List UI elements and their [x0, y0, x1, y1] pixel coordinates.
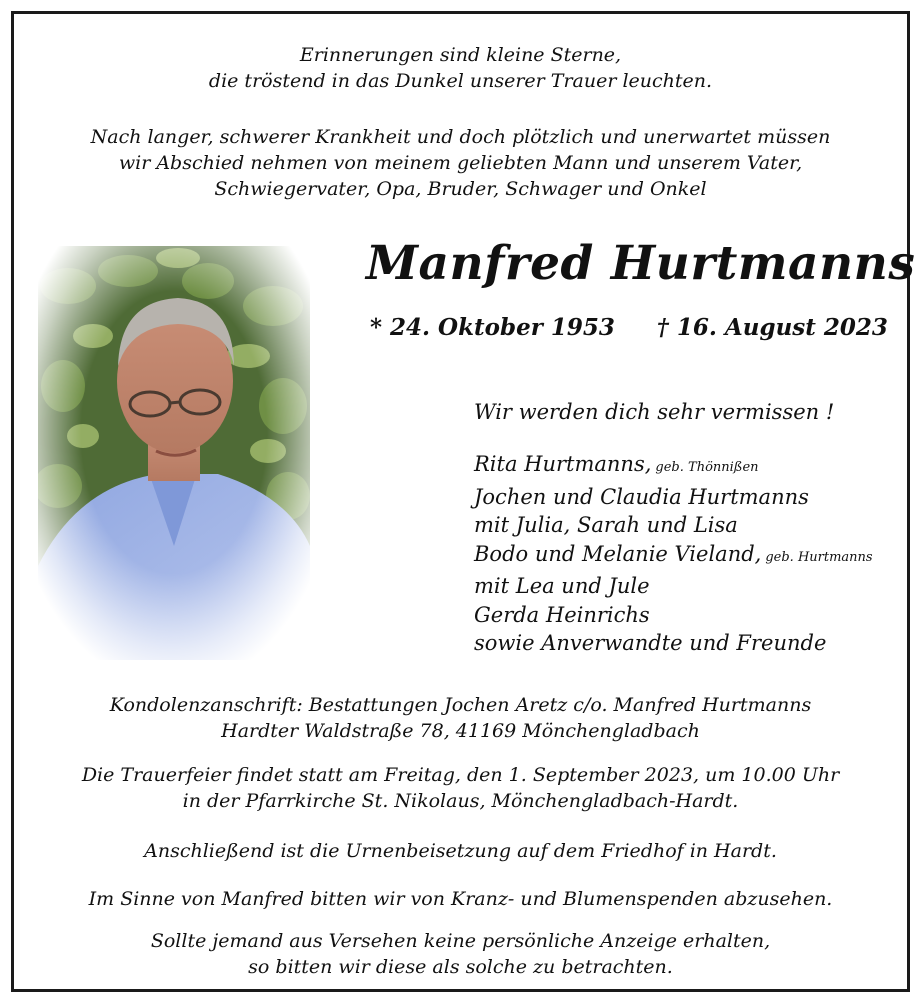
mourner-name: mit Lea und Jule — [474, 574, 650, 598]
wreath-line: Im Sinne von Manfred bitten wir von Kranz- und Blumenspenden abzusehen. — [88, 888, 833, 910]
intro-line: Schwiegervater, Opa, Bruder, Schwager und Onkel — [214, 178, 707, 200]
intro-line: Nach langer, schwerer Krankheit und doch plötzlich und unerwartet müssen — [90, 126, 831, 148]
mourner-name: Rita Hurtmanns, — [474, 452, 652, 476]
intro-text — [14, 124, 907, 202]
mourner-row — [474, 629, 873, 658]
mourner-note: geb. Thönnißen — [655, 460, 759, 475]
mourners-list — [474, 450, 873, 658]
notice-line: Sollte jemand aus Versehen keine persönliche Anzeige erhalten, — [150, 930, 771, 952]
life-dates — [370, 314, 888, 341]
portrait-photo-icon — [38, 246, 310, 660]
urn-burial-info — [14, 838, 907, 864]
birth-date: * 24. Oktober 1953 — [370, 314, 615, 341]
mourner-name: Jochen und Claudia Hurtmanns — [474, 484, 809, 509]
deceased-name: Manfred Hurtmanns — [366, 236, 916, 291]
mourner-row — [474, 483, 873, 512]
mourner-row — [474, 540, 873, 573]
death-date: † 16. August 2023 — [656, 314, 888, 341]
mourner-note: geb. Hurtmanns — [765, 549, 873, 565]
condolence-address — [14, 692, 907, 744]
mourner-name: Gerda Heinrichs — [474, 602, 650, 627]
urn-line: Anschließend ist die Urnenbeisetzung auf dem Friedhof in Hardt. — [144, 840, 777, 862]
service-line: in der Pfarrkirche St. Nikolaus, Mönchengladbach-Hardt. — [182, 790, 739, 812]
mourner-row — [474, 511, 873, 540]
personal-notice — [14, 928, 907, 980]
mourner-row — [474, 601, 873, 630]
quote-line: die tröstend in das Dunkel unserer Trauer leuchten. — [208, 70, 713, 92]
funeral-service-info — [14, 762, 907, 814]
mourner-name: mit Julia, Sarah und Lisa — [474, 513, 738, 537]
memorial-quote — [14, 42, 907, 94]
mourner-name: sowie Anverwandte und Freunde — [474, 631, 827, 655]
mourner-name: Bodo und Melanie Vieland, — [474, 541, 762, 566]
flowers-request — [14, 886, 907, 912]
service-line: Die Trauerfeier findet statt am Freitag, den 1. September 2023, um 10.00 Uhr — [81, 764, 840, 786]
intro-line: wir Abschied nehmen von meinem geliebten Mann und unserem Vater, — [118, 152, 803, 174]
address-line: Hardter Waldstraße 78, 41169 Mönchengladbach — [221, 720, 700, 742]
mourner-row — [474, 450, 873, 483]
notice-line: so bitten wir diese als solche zu betrachten. — [248, 956, 673, 978]
address-line: Kondolenzanschrift: Bestattungen Jochen Aretz c/o. Manfred Hurtmanns — [109, 694, 812, 716]
quote-line: Erinnerungen sind kleine Sterne, — [299, 44, 622, 66]
mourner-row — [474, 572, 873, 601]
farewell-line: Wir werden dich sehr vermissen ! — [474, 400, 835, 424]
